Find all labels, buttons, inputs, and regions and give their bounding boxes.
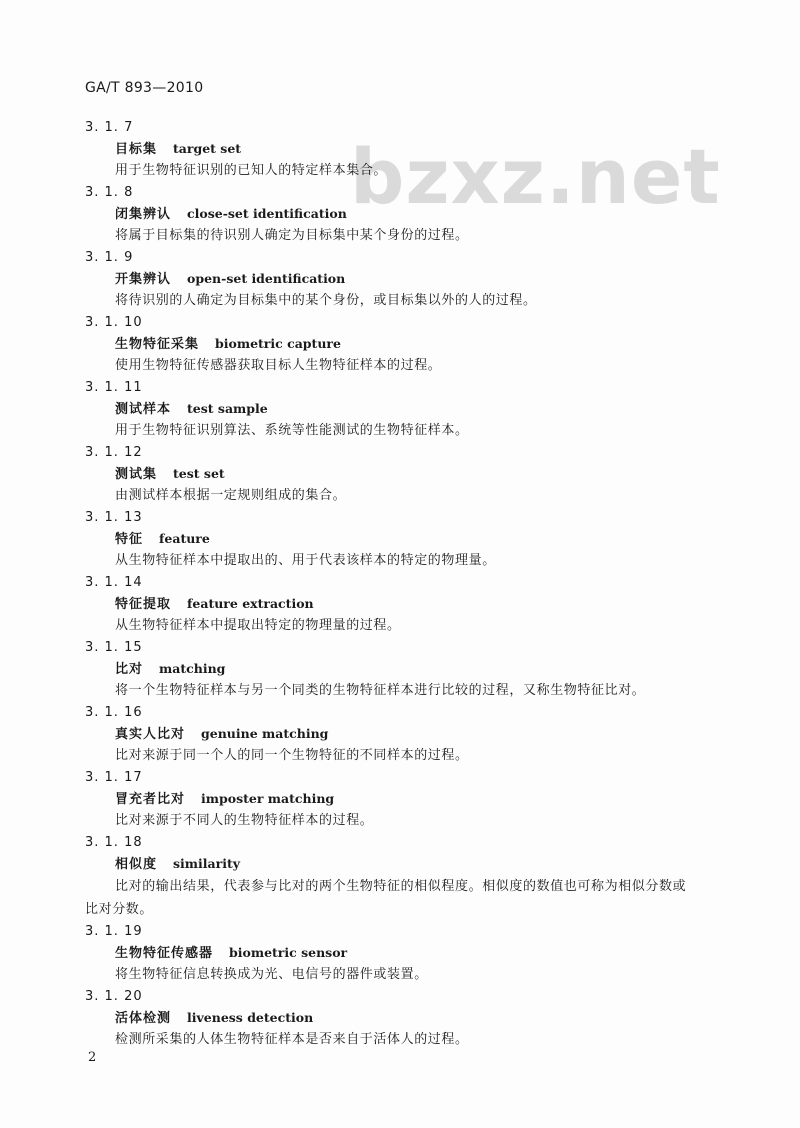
term-entry-3-1-20	[0, 986, 800, 1051]
term-english: close-set identification	[187, 206, 347, 221]
term-title	[0, 593, 800, 615]
term-definition-line-1: 比对的输出结果，代表参与比对的两个生物特征的相似程度。相似度的数值也可称为相似分数或	[115, 879, 687, 894]
term-chinese: 特征	[115, 532, 144, 547]
term-title	[0, 942, 800, 964]
clause-number: 3. 1. 12	[85, 445, 143, 460]
term-english: target set	[173, 141, 242, 156]
term-title	[0, 1007, 800, 1029]
term-definition: 将一个生物特征样本与另一个同类的生物特征样本进行比较的过程，又称生物特征比对。	[115, 683, 646, 698]
term-chinese: 活体检测	[115, 1011, 172, 1026]
term-chinese: 生物特征传感器	[115, 946, 214, 961]
term-chinese: 冒充者比对	[115, 792, 186, 807]
term-definition: 将属于目标集的待识别人确定为目标集中某个身份的过程。	[115, 228, 469, 243]
term-entry-3-1-14	[0, 572, 800, 637]
term-entry-3-1-12	[0, 442, 800, 507]
term-entry-3-1-7	[0, 117, 800, 182]
term-definition: 用于生物特征识别算法、系统等性能测试的生物特征样本。	[115, 423, 469, 438]
clause-number: 3. 1. 8	[85, 185, 134, 200]
term-english: test set	[173, 466, 225, 481]
term-definition	[0, 875, 800, 921]
term-entry-3-1-17	[0, 767, 800, 832]
term-definition: 比对来源于同一个人的同一个生物特征的不同样本的过程。	[115, 748, 469, 763]
term-title	[0, 398, 800, 420]
watermark: bzxz.net	[350, 132, 721, 221]
clause-number: 3. 1. 17	[85, 770, 143, 785]
term-definition: 用于生物特征识别的已知人的特定样本集合。	[115, 163, 388, 178]
clause-number: 3. 1. 19	[85, 924, 143, 939]
term-title	[0, 203, 800, 225]
clause-number: 3. 1. 20	[85, 989, 143, 1004]
clause-number: 3. 1. 15	[85, 640, 143, 655]
term-english: feature extraction	[187, 596, 314, 611]
clause-number: 3. 1. 14	[85, 575, 143, 590]
clause-number: 3. 1. 16	[85, 705, 143, 720]
term-chinese: 测试样本	[115, 402, 172, 417]
term-definition: 将生物特征信息转换成为光、电信号的器件或装置。	[115, 967, 428, 982]
term-title	[0, 853, 800, 875]
term-chinese: 比对	[115, 662, 144, 677]
term-title	[0, 788, 800, 810]
term-entry-3-1-8	[0, 182, 800, 247]
term-title	[0, 723, 800, 745]
term-english: liveness detection	[187, 1010, 314, 1025]
standard-code-header: GA/T 893—2010	[85, 80, 204, 96]
term-chinese: 测试集	[115, 467, 158, 482]
term-definition-line-2: 比对分数。	[85, 902, 154, 917]
term-definition: 将待识别的人确定为目标集中的某个身份，或目标集以外的人的过程。	[115, 293, 537, 308]
term-english: imposter matching	[201, 791, 335, 806]
term-english: test sample	[187, 401, 268, 416]
term-chinese: 开集辨认	[115, 272, 172, 287]
term-english: biometric sensor	[229, 945, 348, 960]
term-title	[0, 463, 800, 485]
term-title	[0, 333, 800, 355]
term-entry-3-1-9	[0, 247, 800, 312]
term-english: open-set identification	[187, 271, 346, 286]
term-english: feature	[159, 531, 210, 546]
term-definition: 比对来源于不同人的生物特征样本的过程。	[115, 813, 374, 828]
clause-number: 3. 1. 11	[85, 380, 143, 395]
term-english: similarity	[173, 856, 240, 871]
term-entry-3-1-13	[0, 507, 800, 572]
term-entry-3-1-16	[0, 702, 800, 767]
term-entry-3-1-19	[0, 921, 800, 986]
term-english: genuine matching	[201, 726, 329, 741]
term-chinese: 相似度	[115, 857, 158, 872]
term-definition: 检测所采集的人体生物特征样本是否来自于活体人的过程。	[115, 1032, 469, 1047]
term-chinese: 生物特征采集	[115, 337, 200, 352]
term-definition: 由测试样本根据一定规则组成的集合。	[115, 488, 347, 503]
term-english: biometric capture	[215, 336, 341, 351]
term-entry-3-1-11	[0, 377, 800, 442]
term-chinese: 特征提取	[115, 597, 172, 612]
clause-number: 3. 1. 18	[85, 835, 143, 850]
term-title	[0, 268, 800, 290]
clause-number: 3. 1. 7	[85, 120, 134, 135]
clause-number: 3. 1. 10	[85, 315, 143, 330]
page-number: 2	[88, 1050, 97, 1065]
clause-number: 3. 1. 9	[85, 250, 134, 265]
term-english: matching	[159, 661, 226, 676]
term-chinese: 闭集辨认	[115, 207, 172, 222]
term-definitions-list	[0, 117, 800, 1051]
term-definition: 从生物特征样本中提取出的、用于代表该样本的特定的物理量。	[115, 553, 496, 568]
clause-number: 3. 1. 13	[85, 510, 143, 525]
term-definition: 使用生物特征传感器获取目标人生物特征样本的过程。	[115, 358, 442, 373]
term-entry-3-1-10	[0, 312, 800, 377]
term-entry-3-1-15	[0, 637, 800, 702]
term-title	[0, 138, 800, 160]
term-chinese: 真实人比对	[115, 727, 186, 742]
term-title	[0, 528, 800, 550]
term-title	[0, 658, 800, 680]
term-entry-3-1-18	[0, 832, 800, 921]
term-chinese: 目标集	[115, 142, 158, 157]
term-definition: 从生物特征样本中提取出特定的物理量的过程。	[115, 618, 401, 633]
